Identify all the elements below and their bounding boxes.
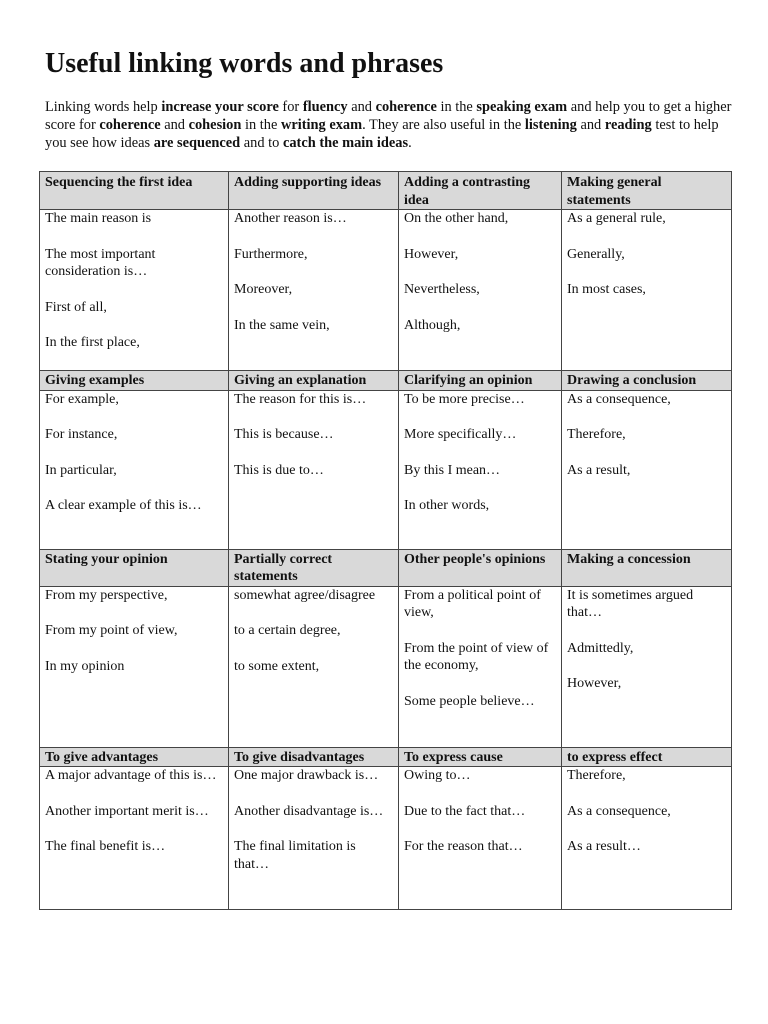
- phrase-cell: [562, 390, 732, 549]
- table-row: [40, 390, 732, 549]
- phrase-spacer: [567, 228, 726, 246]
- phrase-item: For instance,: [45, 427, 118, 442]
- phrase-item: As a result…: [567, 839, 641, 854]
- phrase-cell: [40, 767, 229, 910]
- phrase-item: Although,: [404, 317, 461, 333]
- intro-text: . They are also useful in the: [362, 117, 525, 133]
- category-header: Other people's opinions: [399, 549, 562, 586]
- category-header: Giving examples: [40, 371, 229, 391]
- intro-emphasis: are sequenced: [153, 135, 241, 151]
- phrase-item: The reason for this is…: [234, 391, 367, 407]
- phrase-item: From the point of view of the economy,: [404, 640, 549, 673]
- phrase-cell: [40, 390, 229, 549]
- phrase-item: On the other hand,: [404, 211, 509, 226]
- phrase-spacer: [404, 820, 556, 838]
- phrase-spacer: [45, 408, 223, 426]
- phrase-spacer: [45, 228, 223, 246]
- phrase-spacer: [567, 622, 726, 640]
- phrase-spacer: [404, 263, 556, 281]
- phrase-item: In the same vein,: [234, 317, 330, 333]
- phrase-spacer: [234, 299, 393, 317]
- phrase-spacer: [404, 299, 556, 317]
- intro-text: and to: [240, 135, 283, 151]
- intro-emphasis: fluency: [302, 99, 348, 115]
- phrase-cell: [40, 586, 229, 747]
- phrase-item: The final benefit is…: [45, 839, 166, 854]
- phrase-item: The main reason is: [45, 211, 152, 226]
- phrase-spacer: [45, 281, 223, 299]
- intro-text: and: [576, 117, 605, 133]
- phrase-item: As a consequence,: [567, 391, 671, 407]
- phrase-item: Due to the fact that…: [404, 803, 526, 819]
- phrase-cell: [229, 767, 399, 910]
- intro-emphasis: catch the main ideas: [282, 135, 409, 151]
- phrase-item: Furthermore,: [234, 246, 308, 262]
- phrase-cell: [229, 390, 399, 549]
- phrase-spacer: [45, 640, 223, 658]
- intro-text: for: [278, 99, 303, 115]
- category-header: Making general statements: [562, 172, 732, 210]
- phrase-item: Another disadvantage is…: [234, 803, 384, 819]
- phrase-cell: [562, 210, 732, 371]
- phrase-item: In the first place,: [45, 335, 140, 350]
- intro-text: Linking words help: [45, 99, 162, 115]
- phrase-spacer: [45, 820, 223, 838]
- phrase-cell: [399, 390, 562, 549]
- phrase-spacer: [234, 408, 393, 426]
- category-header: Adding a contrasting idea: [399, 172, 562, 210]
- phrase-cell: [562, 586, 732, 747]
- table-header-row: [40, 549, 732, 586]
- phrase-item: By this I mean…: [404, 462, 501, 478]
- phrase-item: A major advantage of this is…: [45, 768, 217, 783]
- phrase-item: However,: [404, 246, 459, 262]
- phrase-item: The most important consideration is…: [45, 246, 156, 279]
- phrase-cell: [562, 767, 732, 910]
- intro-paragraph: [45, 98, 735, 152]
- phrase-item: Generally,: [567, 246, 625, 262]
- category-header: Clarifying an opinion: [399, 371, 562, 391]
- category-header: Stating your opinion: [40, 549, 229, 586]
- category-header: Sequencing the first idea: [40, 172, 229, 210]
- phrase-spacer: [45, 479, 223, 497]
- phrase-item: Owing to…: [404, 768, 471, 783]
- phrase-cell: [399, 767, 562, 910]
- intro-emphasis: writing exam: [280, 117, 363, 133]
- phrase-spacer: [404, 785, 556, 803]
- phrase-item: As a consequence,: [567, 803, 671, 819]
- phrase-spacer: [567, 820, 726, 838]
- intro-text: and: [347, 99, 376, 115]
- phrase-item: One major drawback is…: [234, 768, 379, 783]
- category-header: Partially correct statements: [229, 549, 399, 586]
- phrase-item: In particular,: [45, 462, 117, 478]
- phrase-spacer: [404, 622, 556, 640]
- phrase-item: Nevertheless,: [404, 282, 480, 297]
- phrase-spacer: [234, 228, 393, 246]
- phrase-item: For the reason that…: [404, 839, 523, 854]
- phrase-spacer: [567, 444, 726, 462]
- phrase-spacer: [234, 604, 393, 622]
- intro-emphasis: increase your score: [161, 99, 279, 115]
- phrase-spacer: [404, 444, 556, 462]
- phrase-item: Some people believe…: [404, 693, 535, 709]
- phrase-cell: [40, 210, 229, 371]
- phrase-spacer: [567, 263, 726, 281]
- phrase-spacer: [234, 640, 393, 658]
- phrase-spacer: [567, 657, 726, 675]
- phrase-cell: [229, 586, 399, 747]
- phrase-spacer: [404, 228, 556, 246]
- phrase-item: From a political point of view,: [404, 587, 541, 620]
- phrase-item: First of all,: [45, 299, 107, 315]
- phrase-item: to some extent,: [234, 658, 320, 674]
- phrase-item: In my opinion: [45, 658, 125, 674]
- phrase-item: For example,: [45, 391, 119, 407]
- phrase-item: Therefore,: [567, 768, 626, 783]
- linking-phrases-table: [39, 171, 732, 910]
- phrase-item: Another important merit is…: [45, 803, 209, 819]
- category-header: To express cause: [399, 747, 562, 767]
- phrase-spacer: [234, 263, 393, 281]
- intro-emphasis: reading: [604, 117, 652, 133]
- phrase-cell: [229, 210, 399, 371]
- intro-emphasis: listening: [524, 117, 577, 133]
- table-row: [40, 586, 732, 747]
- phrase-item: As a general rule,: [567, 211, 666, 226]
- category-header: Adding supporting ideas: [229, 172, 399, 210]
- category-header: Drawing a conclusion: [562, 371, 732, 391]
- phrase-spacer: [404, 675, 556, 693]
- phrase-spacer: [234, 820, 393, 838]
- phrase-item: In most cases,: [567, 282, 646, 297]
- phrase-item: In other words,: [404, 498, 490, 513]
- page-title: Useful linking words and phrases: [45, 48, 444, 79]
- phrase-item: From my perspective,: [45, 587, 168, 603]
- phrase-spacer: [567, 408, 726, 426]
- phrase-item: Therefore,: [567, 427, 626, 442]
- phrase-item: Admittedly,: [567, 640, 634, 656]
- phrase-item: to a certain degree,: [234, 623, 341, 638]
- phrase-spacer: [404, 479, 556, 497]
- phrase-item: This is due to…: [234, 462, 324, 478]
- phrase-item: From my point of view,: [45, 623, 178, 638]
- phrase-spacer: [234, 444, 393, 462]
- intro-text: and: [160, 117, 189, 133]
- phrase-item: It is sometimes argued that…: [567, 587, 694, 620]
- phrase-spacer: [45, 785, 223, 803]
- phrase-spacer: [234, 785, 393, 803]
- category-header: To give advantages: [40, 747, 229, 767]
- phrase-item: This is because…: [234, 427, 334, 442]
- intro-text: .: [408, 135, 412, 151]
- phrase-item: Moreover,: [234, 282, 293, 297]
- phrase-item: Another reason is…: [234, 211, 347, 226]
- phrase-item: More specifically…: [404, 427, 517, 442]
- table-body: [40, 172, 732, 910]
- intro-emphasis: coherence: [99, 117, 161, 133]
- phrase-cell: [399, 586, 562, 747]
- table-header-row: [40, 371, 732, 391]
- table-row: [40, 210, 732, 371]
- category-header: To give disadvantages: [229, 747, 399, 767]
- phrase-spacer: [404, 408, 556, 426]
- phrase-spacer: [567, 785, 726, 803]
- category-header: Making a concession: [562, 549, 732, 586]
- intro-emphasis: cohesion: [188, 117, 242, 133]
- table-header-row: [40, 172, 732, 210]
- phrase-item: As a result,: [567, 462, 631, 478]
- intro-text: in the: [241, 117, 281, 133]
- phrase-item: The final limitation is that…: [234, 839, 356, 872]
- phrase-cell: [399, 210, 562, 371]
- phrase-spacer: [45, 604, 223, 622]
- category-header: to express effect: [562, 747, 732, 767]
- table-row: [40, 767, 732, 910]
- intro-emphasis: coherence: [375, 99, 437, 115]
- intro-text: in the: [436, 99, 477, 115]
- phrase-spacer: [45, 316, 223, 334]
- phrase-spacer: [45, 444, 223, 462]
- phrase-item: However,: [567, 676, 622, 691]
- intro-emphasis: speaking exam: [476, 99, 568, 115]
- phrase-item: To be more precise…: [404, 391, 525, 407]
- intro-text: and help you to get a higher score for: [45, 99, 732, 133]
- phrase-item: A clear example of this is…: [45, 498, 202, 513]
- table-header-row: [40, 747, 732, 767]
- phrase-item: somewhat agree/disagree: [234, 587, 376, 603]
- intro-text: test to help you see how ideas: [45, 117, 719, 151]
- category-header: Giving an explanation: [229, 371, 399, 391]
